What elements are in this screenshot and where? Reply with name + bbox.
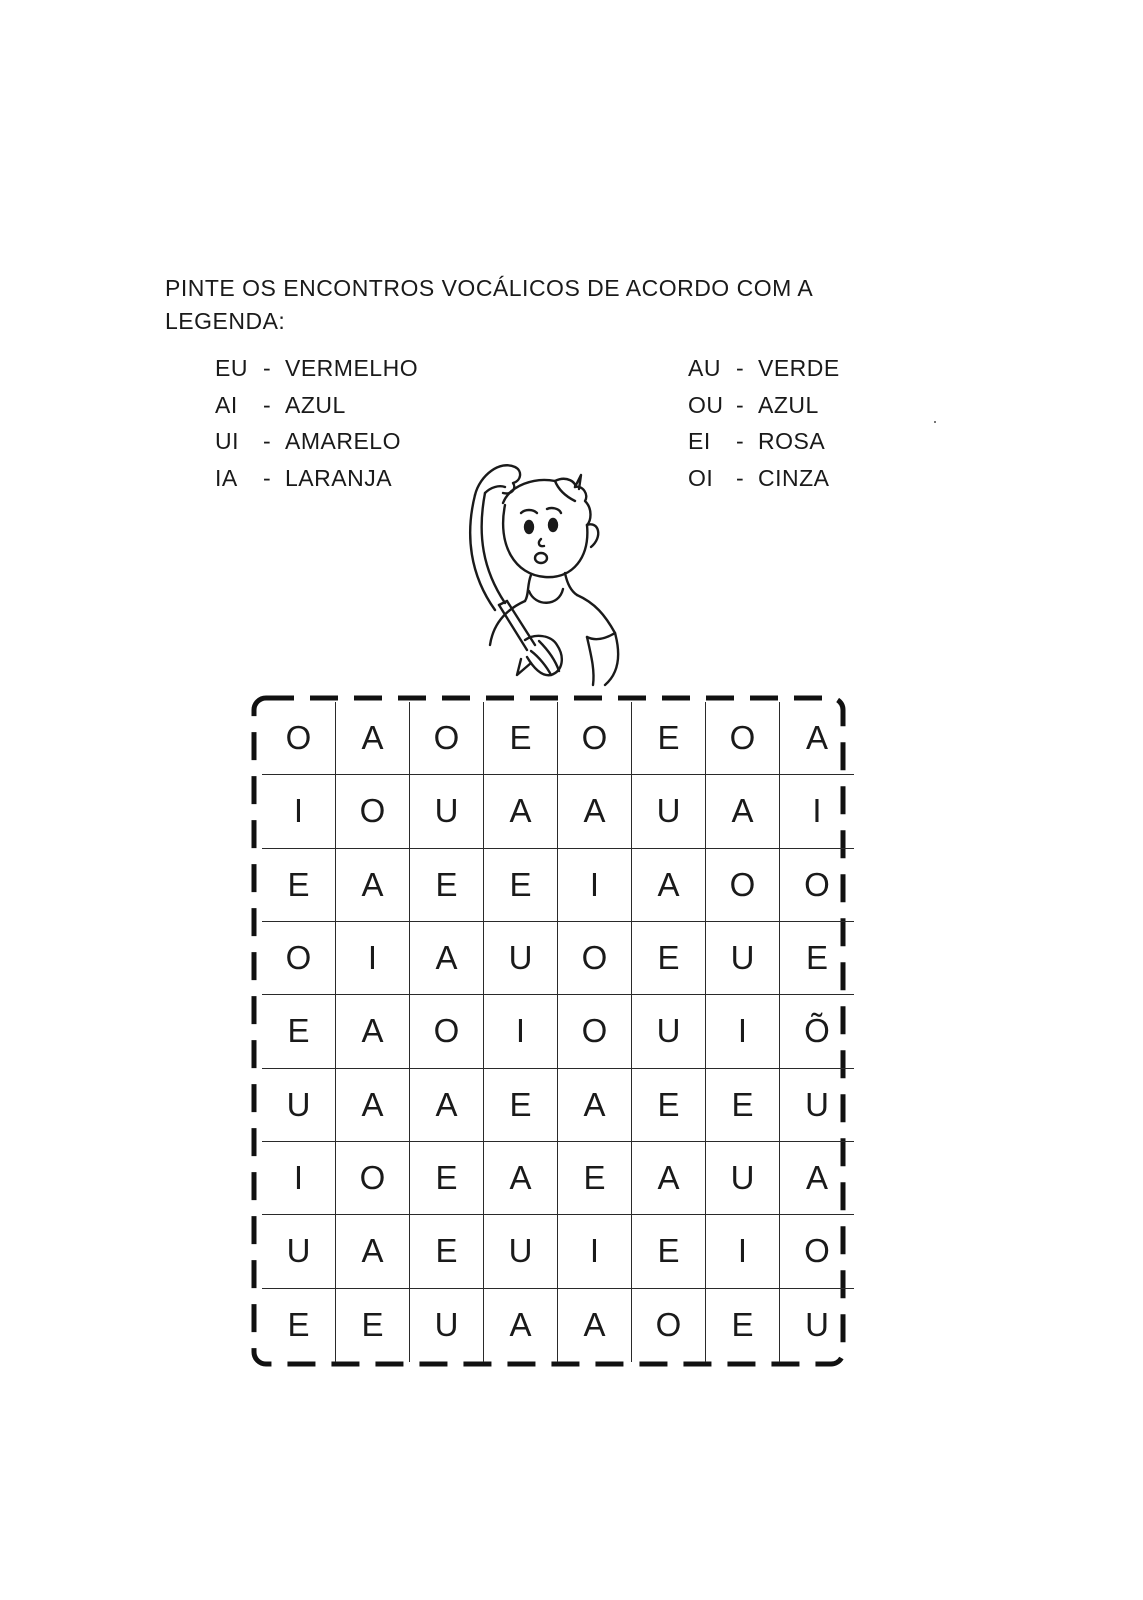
grid-cell[interactable]: Õ <box>780 995 854 1068</box>
grid-cell[interactable]: A <box>706 775 780 848</box>
legend-color: AMARELO <box>285 428 401 454</box>
legend-pair: IA <box>215 464 238 491</box>
grid-cell[interactable]: U <box>410 1289 484 1362</box>
grid-cell[interactable]: O <box>336 775 410 848</box>
grid-cell[interactable]: I <box>262 775 336 848</box>
legend-item: OU - AZUL <box>688 387 840 424</box>
grid-cell[interactable]: U <box>805 1306 829 1344</box>
legend-item: OI - CINZA <box>688 460 840 497</box>
grid-cell[interactable]: E <box>262 849 336 922</box>
grid-cell[interactable]: E <box>484 702 558 775</box>
grid-cell[interactable]: O <box>706 702 780 775</box>
thinking-boy-illustration <box>455 445 645 695</box>
legend-right <box>688 350 840 496</box>
grid-cell[interactable]: U <box>262 1215 336 1288</box>
grid-cell[interactable]: O <box>558 702 632 775</box>
grid-cell[interactable]: O <box>262 922 336 995</box>
grid-cell[interactable]: E <box>706 1069 780 1142</box>
grid-cell[interactable]: U <box>632 995 706 1068</box>
grid-cells <box>262 702 854 1362</box>
legend-item: IA - LARANJA <box>215 460 418 497</box>
legend-item: AU - VERDE <box>688 350 840 387</box>
legend-color: ROSA <box>758 428 826 454</box>
grid-cell[interactable]: A <box>336 1215 410 1288</box>
grid-cell[interactable]: A <box>410 1069 484 1142</box>
grid-cell[interactable]: A <box>632 1142 706 1215</box>
grid-cell[interactable]: I <box>262 1142 336 1215</box>
grid-cell[interactable]: E <box>558 1142 632 1215</box>
grid-cell[interactable]: E <box>706 1289 780 1362</box>
grid-cell[interactable]: E <box>262 995 336 1068</box>
stray-mark <box>934 421 936 423</box>
grid-cell[interactable]: E <box>632 1215 706 1288</box>
legend-pair: OI <box>688 464 714 491</box>
legend-color: CINZA <box>758 464 830 491</box>
grid-cell[interactable]: E <box>410 1142 484 1215</box>
grid-cell[interactable]: A <box>336 1069 410 1142</box>
legend-color: AZUL <box>758 391 819 418</box>
instruction-text: PINTE OS ENCONTROS VOCÁLICOS DE ACORDO COM A LEGENDA: <box>165 275 812 334</box>
grid-cell[interactable]: E <box>262 1289 336 1362</box>
grid-cell[interactable]: E <box>484 1069 558 1142</box>
grid-cell[interactable]: U <box>632 775 706 848</box>
grid-cell[interactable]: E <box>336 1289 410 1362</box>
legend-item: AI - AZUL <box>215 387 418 424</box>
grid-cell[interactable]: O <box>706 849 780 922</box>
grid-cell[interactable]: A <box>484 1289 558 1362</box>
grid-cell[interactable]: O <box>558 995 632 1068</box>
grid-cell[interactable]: O <box>558 922 632 995</box>
grid-cell[interactable]: A <box>558 1289 632 1362</box>
grid-cell[interactable]: E <box>484 849 558 922</box>
grid-cell[interactable]: O <box>410 702 484 775</box>
grid-cell[interactable]: A <box>484 775 558 848</box>
legend-color: AZUL <box>285 391 346 418</box>
legend-pair: EU <box>215 355 248 381</box>
grid-cell[interactable]: A <box>336 702 410 775</box>
legend-pair: AU <box>688 355 721 381</box>
grid-cell[interactable]: I <box>484 995 558 1068</box>
grid-cell[interactable]: O <box>262 702 336 775</box>
grid-cell[interactable]: E <box>410 1215 484 1288</box>
grid-cell[interactable]: O <box>632 1289 706 1362</box>
grid-cell[interactable]: A <box>558 1069 632 1142</box>
grid-cell[interactable]: A <box>780 702 854 775</box>
grid-cell[interactable]: U <box>410 775 484 848</box>
grid-cell[interactable]: A <box>780 1142 854 1215</box>
legend-pair: AI <box>215 391 238 418</box>
legend-item: EI - ROSA <box>688 423 840 460</box>
grid-cell[interactable]: O <box>410 995 484 1068</box>
legend-item: EU - VERMELHO <box>215 350 418 387</box>
grid-cell[interactable]: U <box>706 922 780 995</box>
grid-cell[interactable]: I <box>336 922 410 995</box>
grid-cell[interactable]: I <box>706 995 780 1068</box>
grid-cell[interactable]: U <box>484 922 558 995</box>
grid-cell[interactable]: U <box>484 1215 558 1288</box>
letter-grid <box>247 694 853 1369</box>
grid-cell[interactable]: I <box>780 775 854 848</box>
legend-pair: EI <box>688 428 711 454</box>
grid-cell[interactable]: O <box>336 1142 410 1215</box>
grid-cell[interactable]: I <box>558 849 632 922</box>
grid-cell[interactable]: E <box>632 702 706 775</box>
grid-cell[interactable]: A <box>336 995 410 1068</box>
grid-cell[interactable]: E <box>632 1069 706 1142</box>
grid-cell[interactable]: I <box>706 1215 780 1288</box>
grid-cell[interactable]: A <box>336 849 410 922</box>
grid-cell[interactable]: A <box>632 849 706 922</box>
grid-cell[interactable]: U <box>780 1069 854 1142</box>
legend-color: VERDE <box>758 355 840 381</box>
legend-left <box>215 350 418 496</box>
grid-cell[interactable]: O <box>780 849 854 922</box>
grid-cell[interactable]: A <box>484 1142 558 1215</box>
grid-cell[interactable]: A <box>558 775 632 848</box>
grid-cell[interactable]: E <box>780 922 854 995</box>
legend-color: LARANJA <box>285 464 393 491</box>
grid-cell[interactable]: U <box>262 1069 336 1142</box>
grid-cell[interactable]: O <box>780 1215 854 1288</box>
legend-pair: UI <box>215 428 239 454</box>
grid-cell[interactable]: I <box>558 1215 632 1288</box>
grid-cell[interactable]: E <box>410 849 484 922</box>
legend-pair: OU <box>688 391 724 418</box>
grid-cell[interactable]: U <box>706 1142 780 1215</box>
grid-cell[interactable]: E <box>632 922 706 995</box>
legend-color: VERMELHO <box>285 355 419 381</box>
legend-item: UI - AMARELO <box>215 423 418 460</box>
grid-cell[interactable]: A <box>410 922 484 995</box>
